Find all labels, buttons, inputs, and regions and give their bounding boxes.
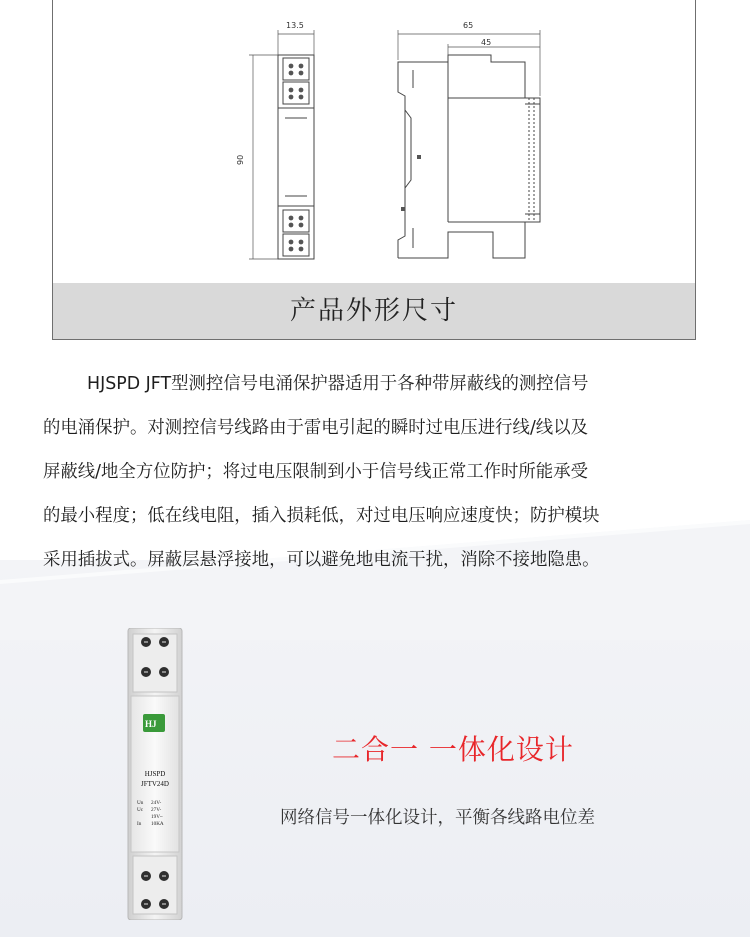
feature-title: 二合一 一体化设计 [332,733,574,766]
front-view-drawing [278,55,314,259]
spec-value-in: 10KA [151,821,164,827]
spec-label-in: In [137,821,142,827]
dimension-drawing [53,0,697,290]
dimension-height: 90 [236,154,245,165]
spec-value-uc-ac: 19V~ [151,814,163,820]
feature-subtitle: 网络信号一体化设计，平衡各线路电位差 [280,808,595,828]
device-brand: HJSPD [144,770,166,778]
dimension-width-side-inner: 45 [481,38,492,47]
caption-title: 产品外形尺寸 [289,296,458,326]
terminal-screws [289,64,304,252]
product-description [43,362,711,582]
description-line-4: 的最小程度；低在线电阻，插入损耗低，对过电压响应速度快；防护模块 [43,506,600,526]
product-photo [127,628,183,920]
spec-value-un: 24V- [151,800,162,806]
spec-value-uc: 27V- [151,807,162,813]
description-line-3: 屏蔽线/地全方位防护；将过电压限制到小于信号线正常工作时所能承受 [43,462,588,482]
dimension-width-side-total: 65 [463,21,474,30]
description-line-2: 的电涌保护。对测控信号线路由于雷电引起的瞬时过电压进行线/线以及 [43,418,588,438]
description-line-5: 采用插拔式。屏蔽层悬浮接地，可以避免地电流干扰，消除不接地隐患。 [43,550,600,570]
dimension-width-front: 13.5 [286,21,304,30]
spec-label-un: Un [137,800,144,806]
device-model: JFTV24D [140,780,170,788]
spec-label-uc: Uc [137,807,144,813]
svg-text:HJ: HJ [145,719,157,729]
description-line-1: HJSPD JFT型测控信号电涌保护器适用于各种带屏蔽线的测控信号 [87,374,589,394]
caption-bar [53,283,695,339]
